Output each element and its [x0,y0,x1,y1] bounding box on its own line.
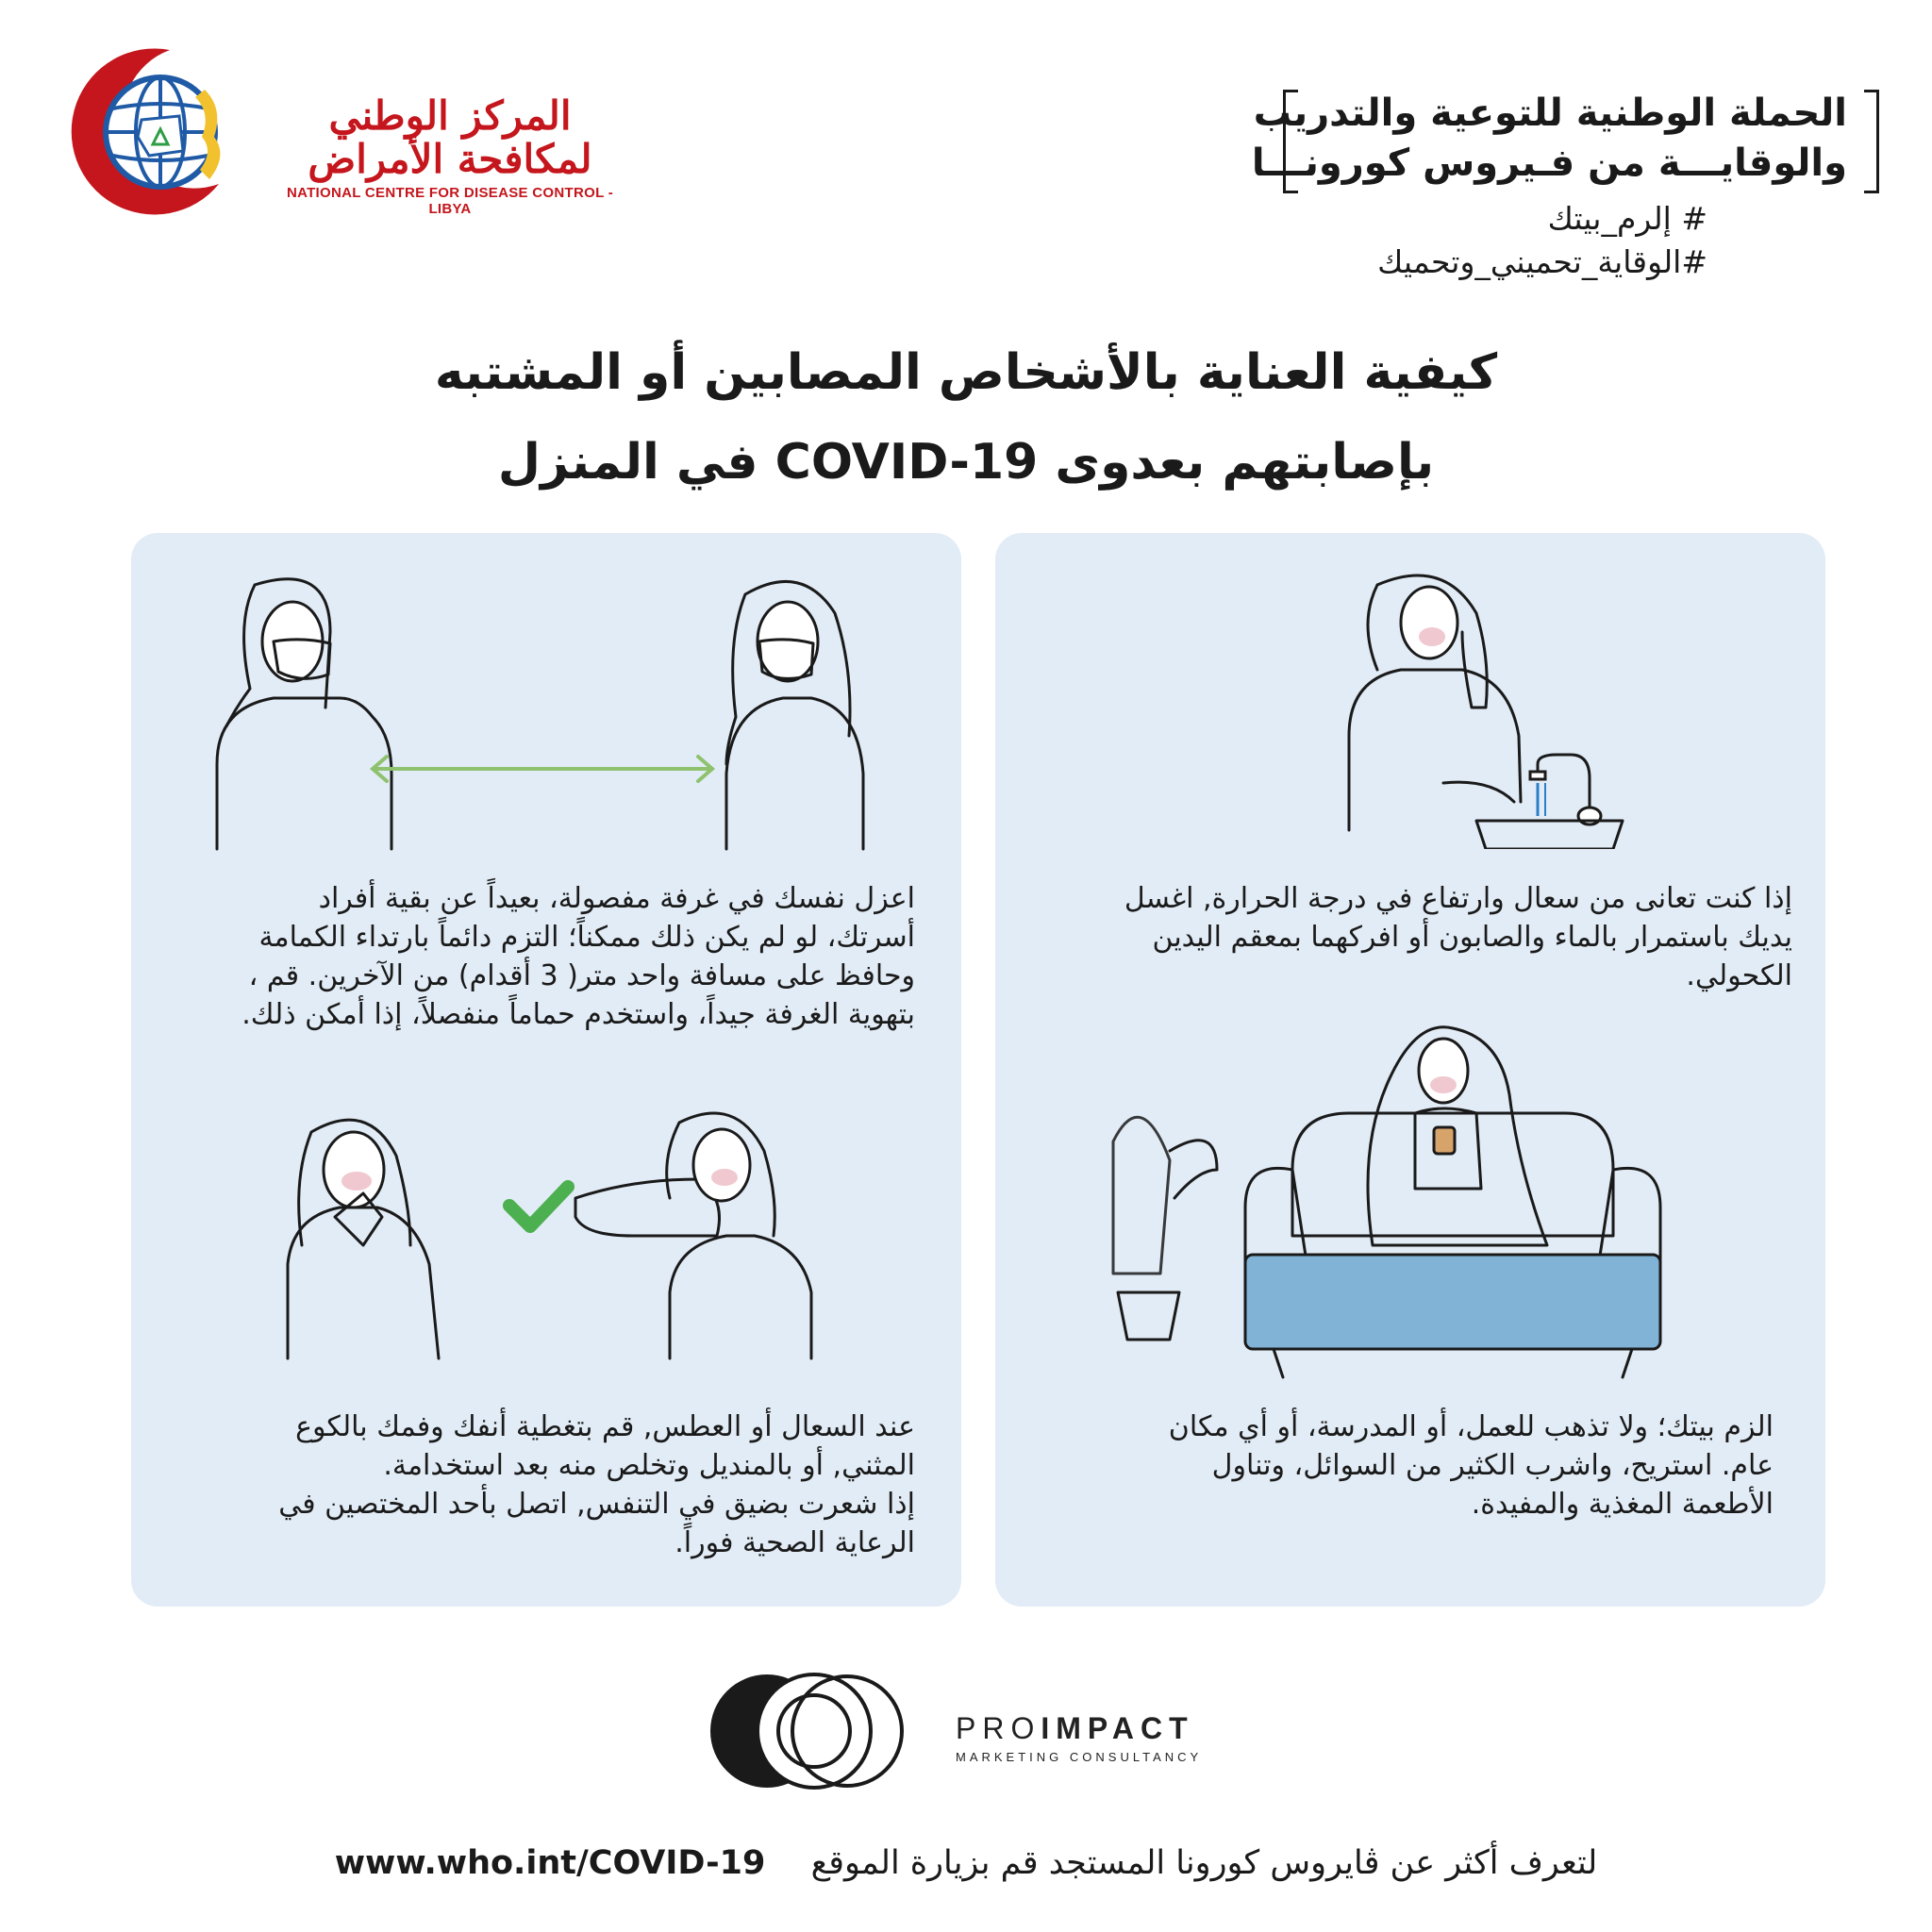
resting-on-sofa-illustration [1104,1009,1679,1387]
page-title-line-1: كيفية العناية بالأشخاص المصابين أو المشتبه [434,344,1498,401]
footer-line [0,1844,1932,1882]
handwash-line-2: يديك باستمرار بالماء والصابون أو افركهما بمعقم اليدين [1152,921,1792,954]
campaign-line-1: الحملة الوطنية للتوعية والتدريب [1253,92,1847,135]
bracket-right [1864,90,1879,193]
handwash-line-1: إذا كنت تعانى من سعال وارتفاع في درجة الحرارة, اغسل [1124,882,1792,915]
handwashing-illustration [1321,566,1641,849]
cough-etiquette-illustration [274,1104,849,1368]
text-cough [142,1407,915,1562]
page-title-line-2: بإصابتهم بعدوى COVID-19 في المنزل [497,434,1435,491]
text-handwash [1019,879,1792,995]
footer-text: لتعرف أكثر عن ڤايروس كورونا المستجد قم بزيارة الموقع [810,1844,1598,1882]
handwash-line-3: الكحولي. [1686,959,1792,992]
cough-line-2: المثني, أو بالمنديل وتخلص منه بعد استخدامة. [383,1449,915,1482]
stay-home-line-3: الأطعمة المغذية والمفيدة. [1471,1488,1774,1521]
cough-line-1: عند السعال أو العطس, قم بتغطية أنفك وفمك بالكوع [295,1410,915,1443]
brand-subtitle: MARKETING CONSULTANCY [956,1750,1203,1764]
proimpact-logo [706,1670,1234,1792]
cough-line-3: إذا شعرت بضيق في التنفس, اتصل بأحد المختصين في [278,1488,915,1521]
distancing-illustration [198,566,877,858]
hashtag-protection: #الوقاية_تحميني_وتحميك [1377,243,1707,280]
stay-home-line-2: عام. استريح، واشرب الكثير من السوائل، وتناول [1211,1449,1774,1482]
brand-name-impact: IMPACT [1041,1711,1194,1745]
isolate-line-2: أسرتك، لو لم يكن ذلك ممكناً؛ التزم دائماً بارتداء الكمامة [258,921,915,954]
stay-home-line-1: الزم بيتك؛ ولا تذهب للعمل، أو المدرسة، أو أي مكان [1168,1410,1774,1443]
isolate-line-4: بتهوية الغرفة جيداً، واستخدم حماماً منفصلاً، إذا أمكن ذلك. [242,998,915,1031]
brand-name [956,1711,1202,1746]
footer-url[interactable]: www.who.int/COVID-19 [334,1844,766,1882]
campaign-title-box [1251,90,1879,193]
isolate-line-1: اعزل نفسك في غرفة مفصولة، بعيداً عن بقية أفراد [318,882,915,915]
text-isolate [142,879,915,1034]
hashtag-stay-home: # إلرم_بيتك [1547,200,1707,237]
cough-line-4: الرعاية الصحية فوراً. [675,1526,915,1559]
ncdc-logo-wordmark [275,94,625,217]
text-stay-home [1019,1407,1774,1524]
logo-english-name: NATIONAL CENTRE FOR DISEASE CONTROL - LIBYA [286,185,614,218]
logo-arabic-name: المركز الوطني لمكافحة الأمراض [308,92,592,183]
ncdc-logo-emblem [58,42,238,222]
campaign-line-2: والوقايـــة من فـيروس كورونـــا [1251,142,1847,185]
isolate-line-3: وحافظ على مسافة واحد متر( 3 أقدام) من الآخرين. قم ، [248,959,915,992]
brand-name-pro: PRO [956,1711,1041,1745]
